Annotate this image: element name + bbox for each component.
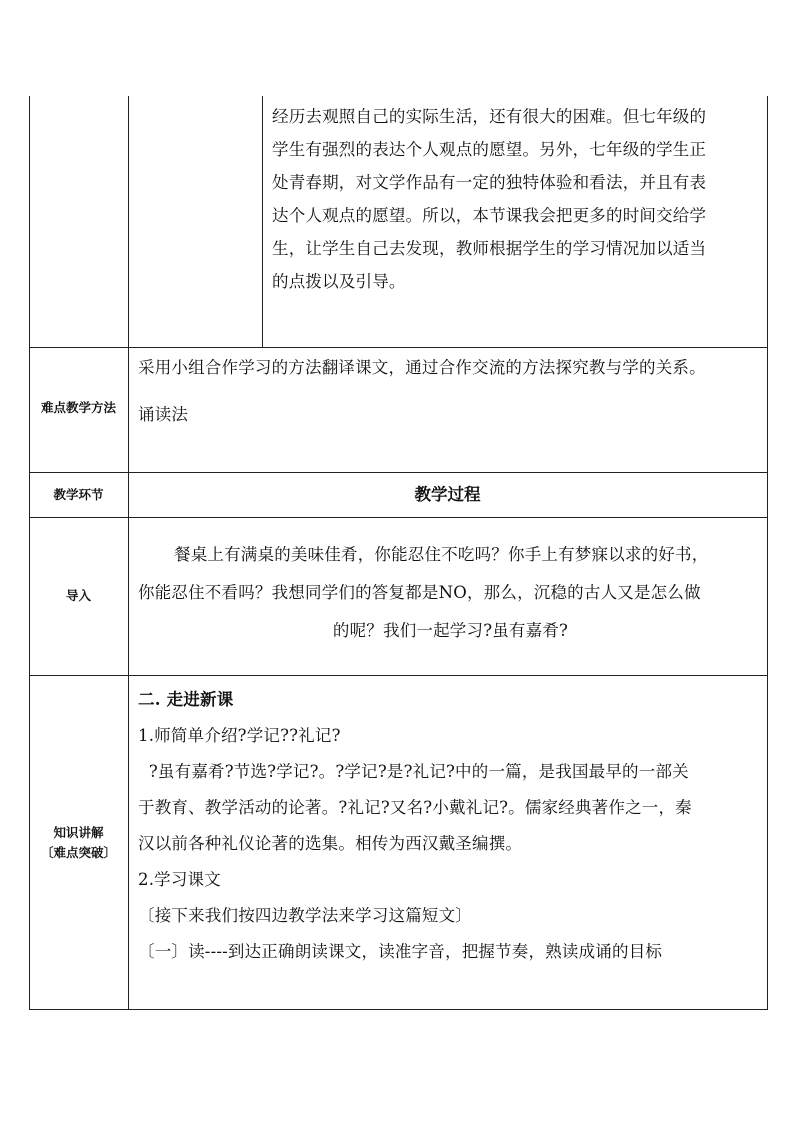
table-border-bottom — [29, 1009, 768, 1010]
knowledge-heading: 二. 走进新课 — [138, 690, 234, 709]
rule-after-top-block — [29, 347, 768, 348]
rule-after-method-row — [29, 472, 768, 473]
knowledge-line-2: 1.师简单介绍?学记??礼记? — [138, 726, 341, 745]
header-row-label: 教学环节 — [53, 487, 104, 502]
rule-after-header-row — [29, 517, 768, 518]
rule-after-intro-row — [29, 675, 768, 676]
top-line-6: 的点拨以及引导。 — [272, 272, 406, 291]
top-line-2: 学生有强烈的表达个人观点的愿望。另外，七年级的学生正 — [272, 140, 707, 159]
top-line-3: 处青春期，对文学作品有一定的独特体验和看法，并且有表 — [272, 173, 707, 192]
label-column-divider — [128, 96, 129, 1010]
intro-row-label: 导入 — [65, 588, 91, 603]
intro-line-2: 你能忍住不看吗？我想同学们的答复都是NO，那么，沉稳的古人又是怎么做 — [138, 583, 701, 602]
top-block-text — [272, 100, 762, 298]
method-row-content — [138, 351, 763, 431]
header-row-title: 教学过程 — [414, 485, 481, 504]
knowledge-line-6: 2.学习课文 — [138, 870, 221, 889]
knowledge-line-4: 于教育、教学活动的论著。?礼记?又名?小戴礼记?。儒家经典著作之一，秦 — [138, 798, 692, 817]
knowledge-label-line-1: 知识讲解 — [53, 825, 104, 840]
method-line-1: 采用小组合作学习的方法翻译课文，通过合作交流的方法探究教与学的关系。 — [138, 358, 706, 377]
method-line-2: 诵读法 — [138, 405, 189, 424]
knowledge-label-line-2: 〔难点突破〕 — [40, 845, 116, 860]
top-line-1: 经历去观照自己的实际生活，还有很大的困难。但七年级的 — [272, 107, 707, 126]
intro-line-3: 的呢？我们一起学习?虽有嘉肴? — [332, 621, 569, 640]
knowledge-row-label — [29, 823, 128, 863]
knowledge-row-content — [138, 682, 763, 970]
table-border-left — [29, 96, 30, 1010]
intro-line-1: 餐桌上有满桌的美味佳肴，你能忍住不吃吗？你手上有梦寐以求的好书， — [174, 545, 709, 564]
top-line-5: 生，让学生自己去发现，教师根据学生的学习情况加以适当 — [272, 239, 707, 258]
method-row-label: 难点教学方法 — [40, 400, 116, 415]
knowledge-line-8: 〔一〕读----到达正确朗读课文，读准字音，把握节奏，熟读成诵的目标 — [138, 942, 663, 961]
table-border-right — [767, 96, 768, 1010]
top-block-inner-divider — [262, 96, 263, 347]
knowledge-line-3: ?虽有嘉肴?节选?学记?。?学记?是?礼记?中的一篇，是我国最早的一部关 — [138, 762, 689, 781]
knowledge-line-5: 汉以前各种礼仪论著的选集。相传为西汉戴圣编撰。 — [138, 834, 523, 853]
knowledge-line-7: 〔接下来我们按四边教学法来学习这篇短文〕 — [138, 906, 472, 925]
top-line-4: 达个人观点的愿望。所以，本节课我会把更多的时间交给学 — [272, 206, 707, 225]
intro-row-content — [138, 536, 763, 650]
